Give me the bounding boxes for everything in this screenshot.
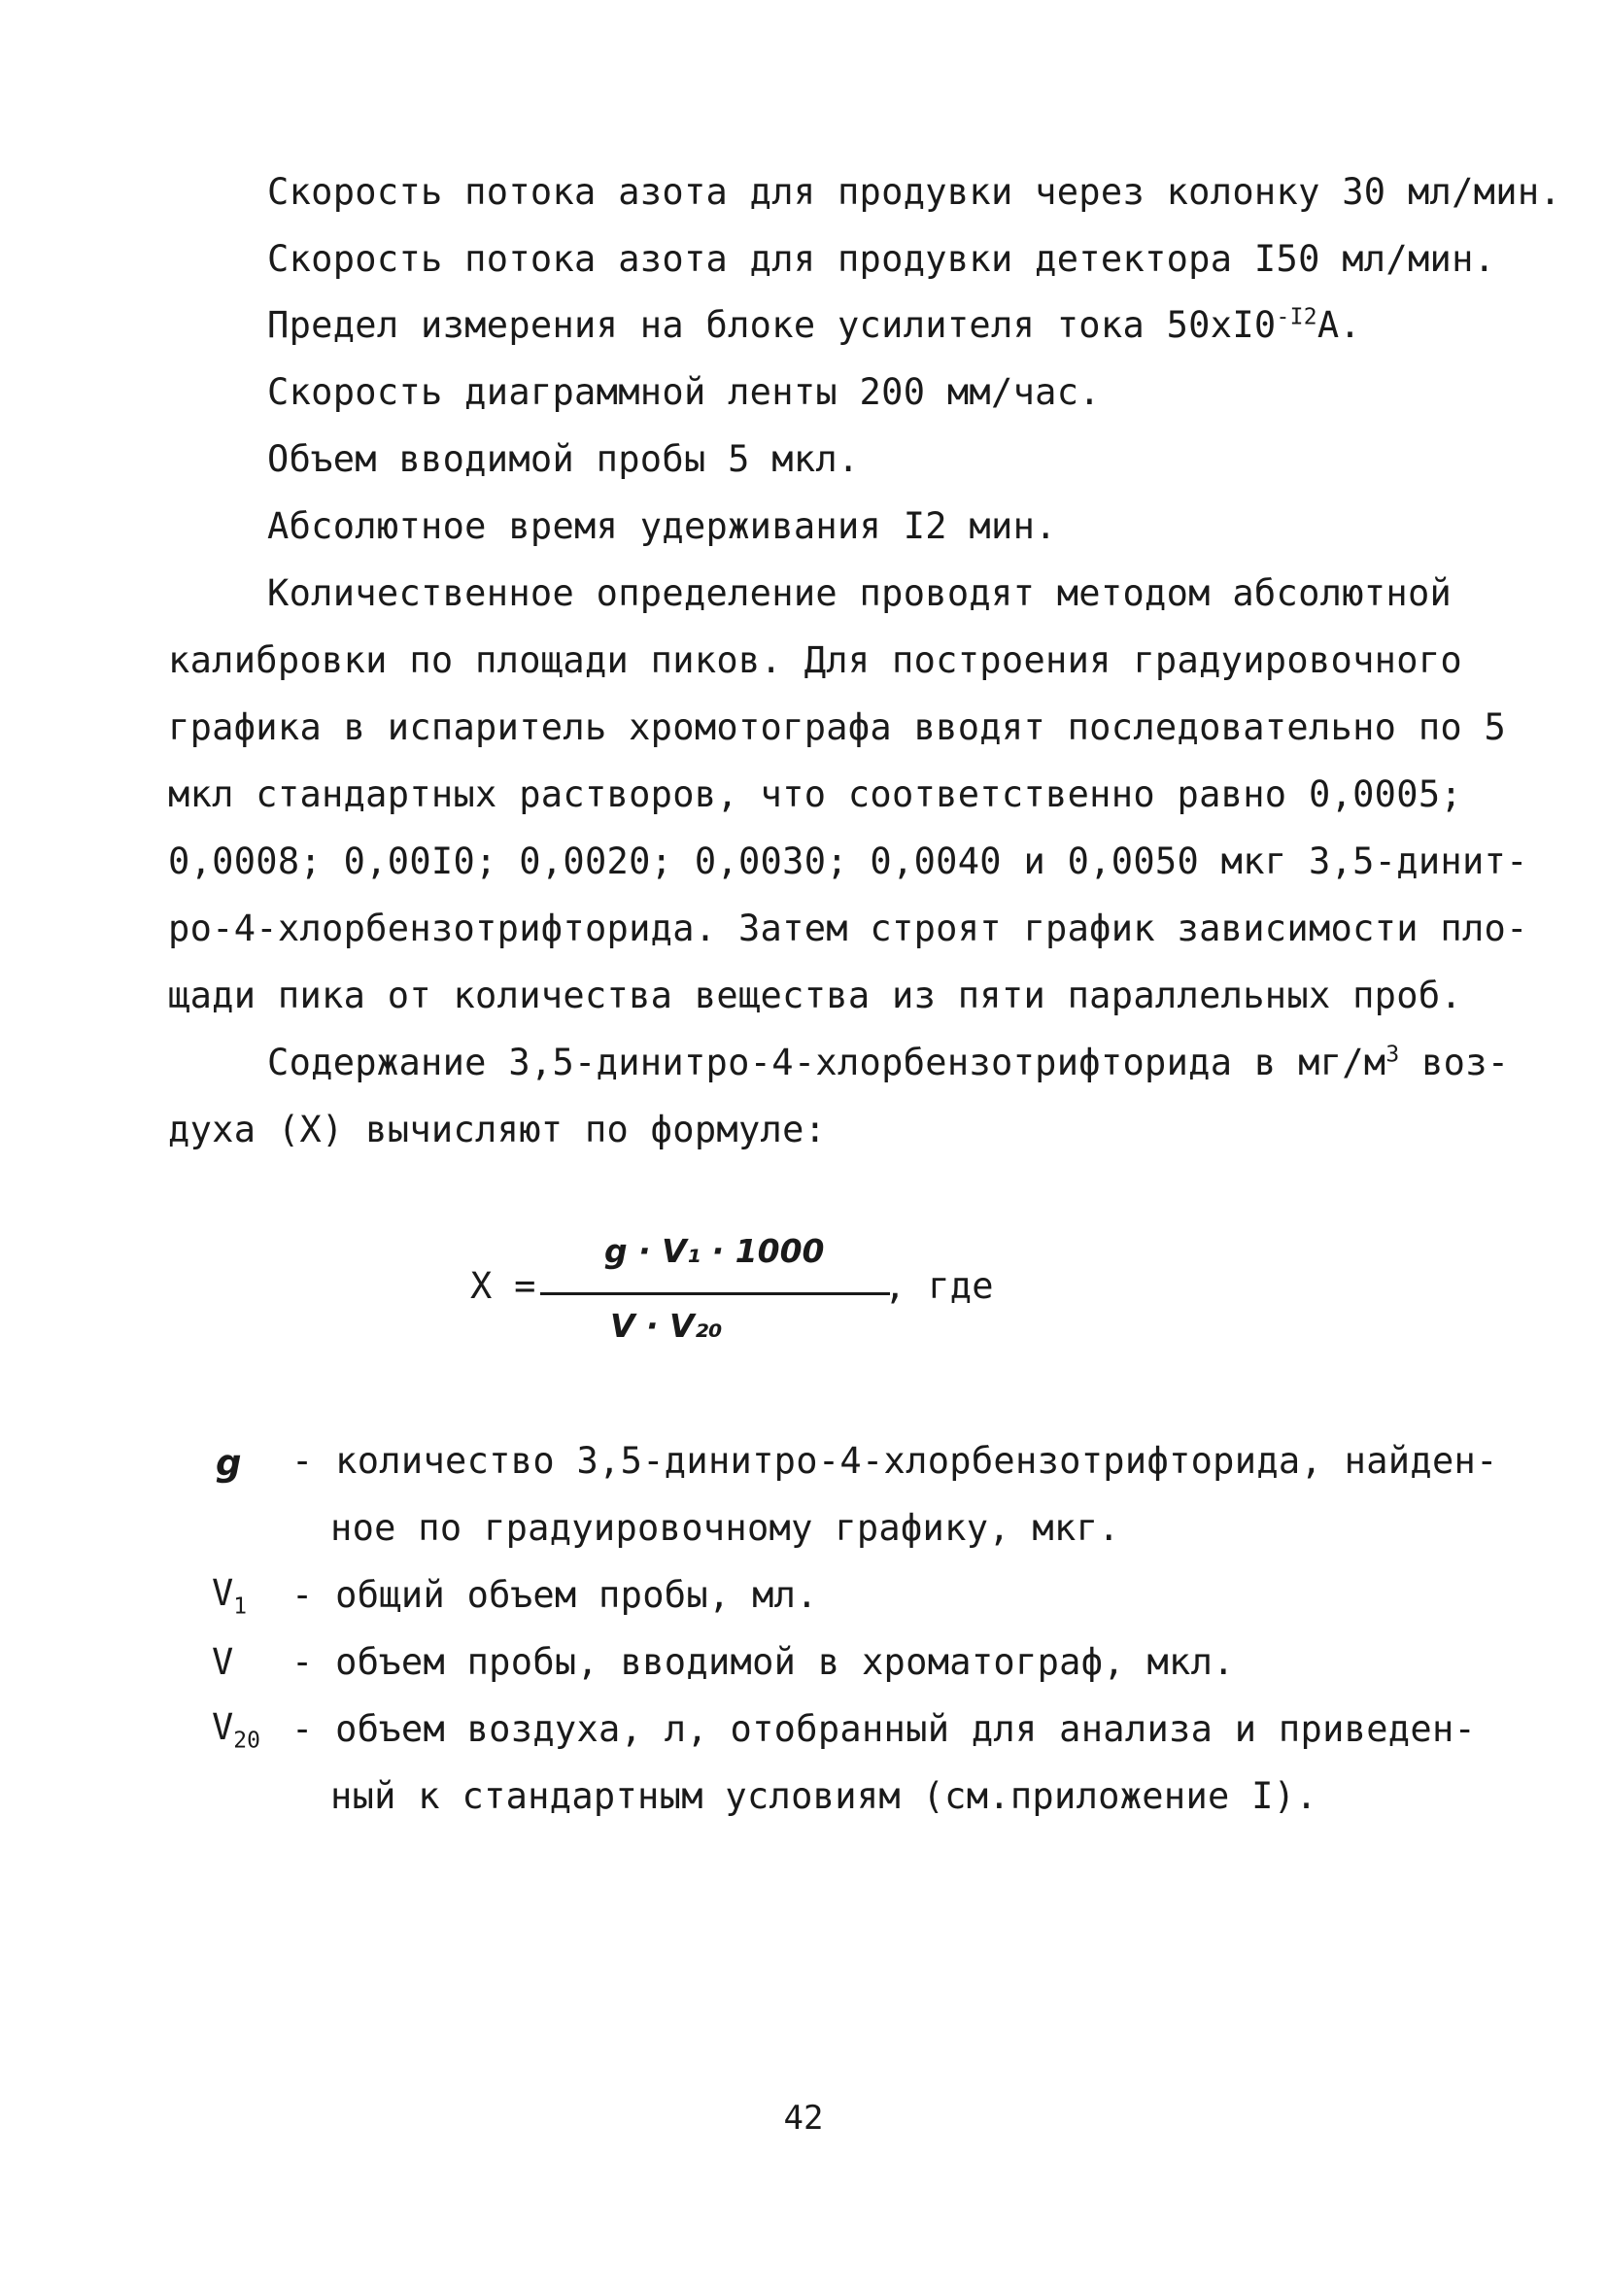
- legend-symbol-g: g: [216, 1442, 242, 1484]
- paragraph1-line: щади пика от количества вещества из пяти параллельных проб.: [168, 975, 1462, 1016]
- paragraph1-line: ро-4-хлорбензотрифторида. Затем строят график зависимости пло-: [168, 908, 1528, 949]
- text-line-chart-speed: Скорость диаграммной ленты 200 мм/час.: [267, 371, 1101, 413]
- limit-exponent: -I2: [1276, 304, 1317, 330]
- legend-line: - объем пробы, вводимой в хроматограф, мкл.: [291, 1641, 1235, 1683]
- legend-symbol-v20: [212, 1706, 260, 1754]
- text-line-measurement-limit: [267, 304, 1361, 346]
- paragraph1-line: Количественное определение проводят методом абсолютной: [267, 572, 1453, 614]
- limit-unit: А.: [1316, 304, 1361, 346]
- text-line-nitrogen-column: Скорость потока азота для продувки через колонку 30 мл/мин.: [267, 171, 1561, 213]
- legend-line: ный к стандартным условиям (см.приложение I).: [330, 1775, 1317, 1817]
- legend-line: - количество 3,5-динитро-4-хлорбензотрифторида, найден-: [291, 1440, 1498, 1482]
- formula-fraction-bar: [540, 1292, 890, 1295]
- legend-line: - общий объем пробы, мл.: [291, 1574, 818, 1616]
- page-number: 42: [783, 2099, 824, 2138]
- legend-symbol-sub: 20: [233, 1728, 260, 1754]
- paragraph2-text-end: воз-: [1399, 1042, 1510, 1083]
- paragraph1-line: калибровки по площади пиков. Для построения градуировочного: [168, 639, 1462, 681]
- paragraph2-line1: [267, 1042, 1509, 1083]
- paragraph2-text: Содержание 3,5-динитро-4-хлорбензотрифторида в мг/м: [267, 1042, 1386, 1083]
- formula-lhs: X =: [470, 1265, 536, 1307]
- formula-suffix: , где: [884, 1265, 994, 1307]
- paragraph1-line: 0,0008; 0,00I0; 0,0020; 0,0030; 0,0040 и 0,0050 мкг 3,5-динит-: [168, 840, 1528, 882]
- text-line-retention-time: Абсолютное время удерживания I2 мин.: [267, 505, 1057, 547]
- paragraph2-cubic: 3: [1385, 1042, 1400, 1068]
- text-line-sample-volume: Объем вводимой пробы 5 мкл.: [267, 438, 860, 480]
- legend-line: ное по градуировочному графику, мкг.: [330, 1507, 1120, 1549]
- legend-symbol-v: V: [212, 1641, 234, 1683]
- text-line-nitrogen-detector: Скорость потока азота для продувки детектора I50 мл/мин.: [267, 238, 1496, 280]
- formula-numerator: g · V₁ · 1000: [604, 1232, 825, 1270]
- paragraph1-line: графика в испаритель хромотографа вводят последовательно по 5: [168, 706, 1507, 748]
- legend-symbol-letter: V: [212, 1572, 234, 1614]
- legend-line: - объем воздуха, л, отобранный для анализа и приведен-: [291, 1708, 1477, 1750]
- legend-symbol-letter: V: [212, 1706, 234, 1748]
- limit-text: Предел измерения на блоке усилителя тока 50хI0: [267, 304, 1277, 346]
- legend-symbol-sub: 1: [233, 1593, 248, 1620]
- legend-symbol-v1: [212, 1572, 248, 1620]
- paragraph2-line2: духа (X) вычисляют по формуле:: [168, 1109, 827, 1150]
- formula-denominator: V · V₂₀: [610, 1307, 723, 1345]
- paragraph1-line: мкл стандартных растворов, что соответственно равно 0,0005;: [168, 773, 1462, 815]
